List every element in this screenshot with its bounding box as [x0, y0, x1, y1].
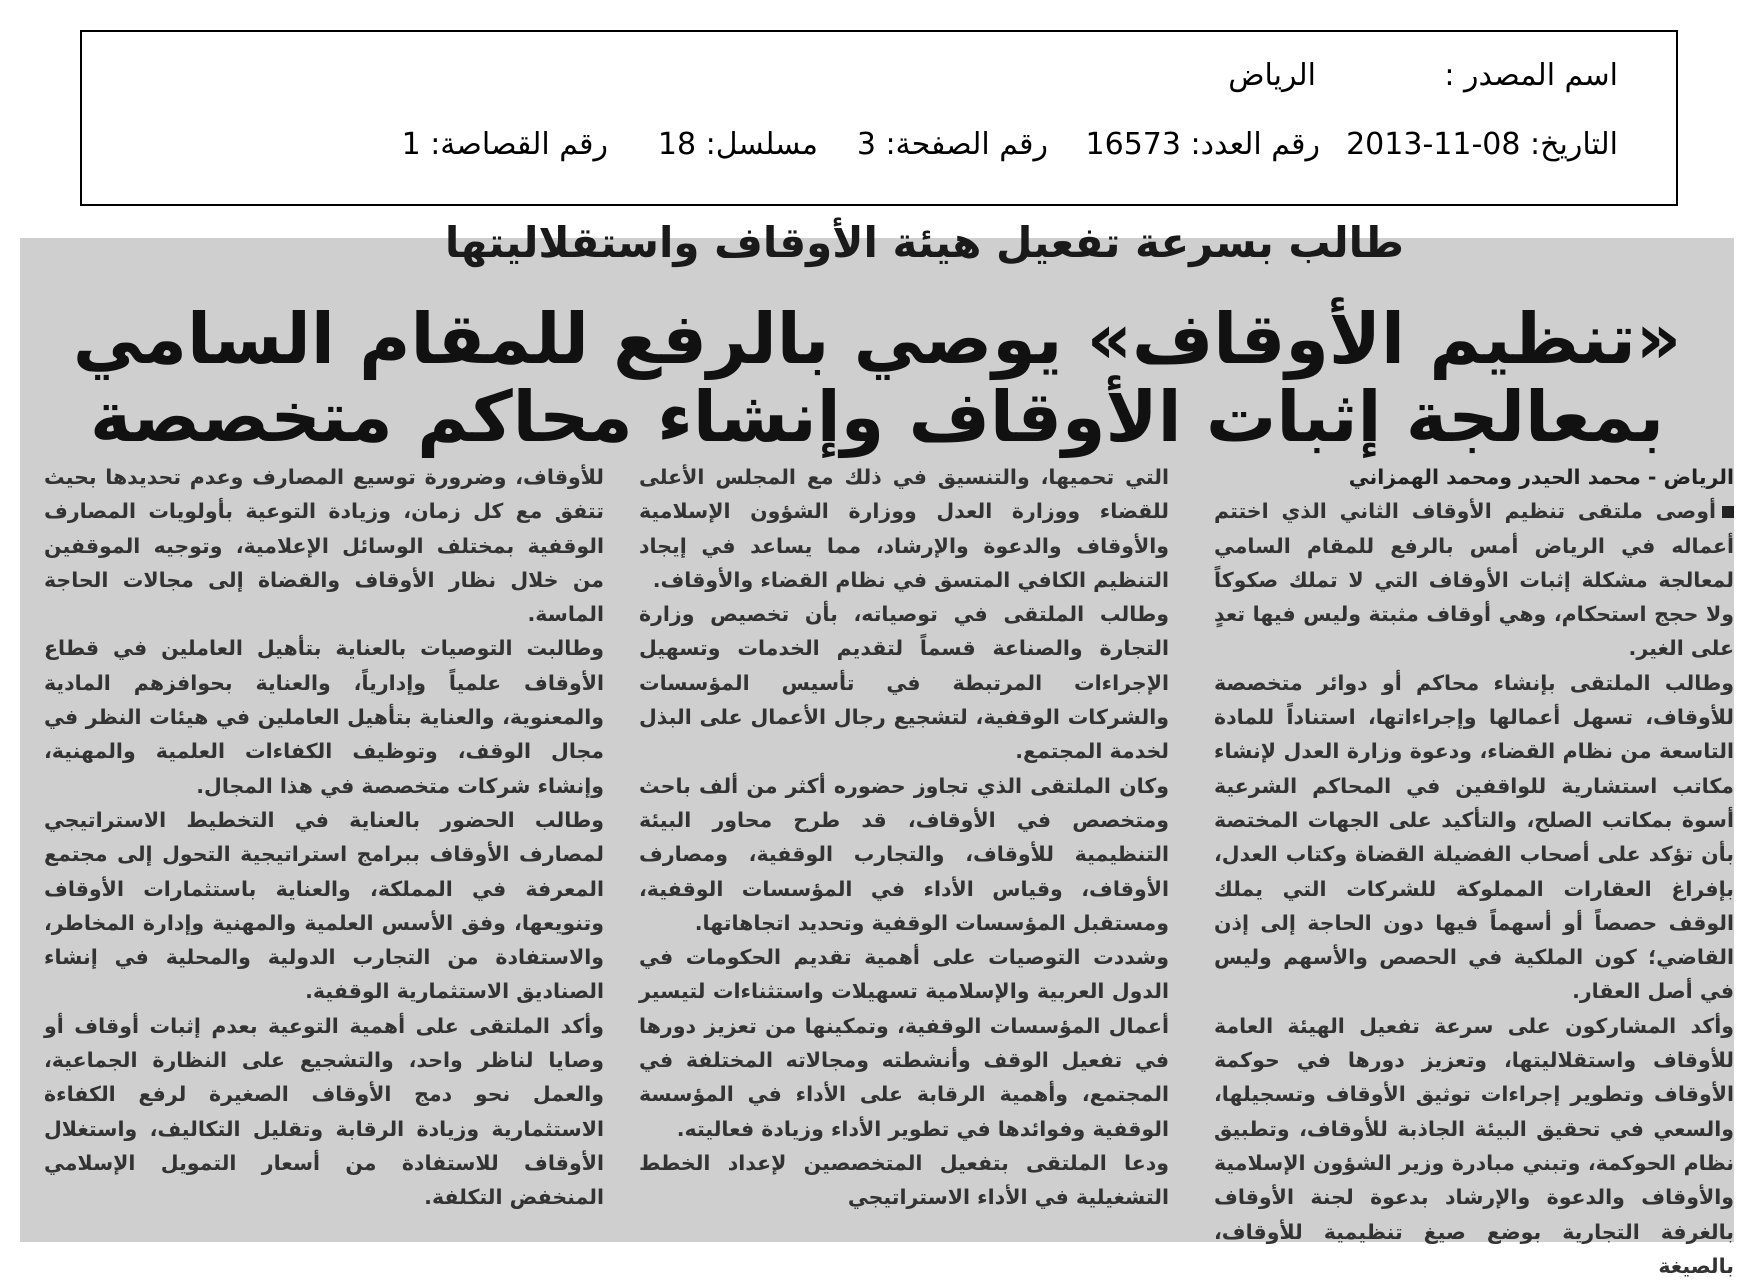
square-bullet-icon: [1722, 506, 1734, 518]
article-column-3: [44, 460, 604, 1242]
column-1-paragraph-1: أوصى ملتقى تنظيم الأوقاف الثاني الذي اختتم أعماله في الرياض أمس بالرفع للمقام السامي لمعالجة مشكلة إثبات الأوقاف التي لا تملك صكوكاً ولا حجج استحكام، وهي أوقاف مثبتة وليس فيها تعدٍ على الغير.: [1214, 499, 1734, 661]
article-kicker: طالب بسرعة تفعيل هيئة الأوقاف واستقلاليتها: [444, 218, 1404, 267]
source-label: اسم المصدر :: [1444, 58, 1618, 93]
issue-field: رقم العدد: 16573: [1085, 127, 1320, 162]
source-value: الرياض: [1228, 58, 1316, 93]
date-field: التاريخ: 08-11-2013: [1346, 127, 1618, 162]
article-column-2: [639, 460, 1169, 1242]
column-3-paragraph-1: للأوقاف، وضرورة توسيع المصارف وعدم تحديدها بحيث تتفق مع كل زمان، وزيادة التوعية بأولويات المصارف الوقفية بمختلف الوسائل الإعلامية، وتوجيه الموقفين من خلال نظار الأوقاف والقضاة إلى مجالات الحاجة الماسة.: [44, 465, 604, 627]
column-2-paragraph-2: وطالب الملتقى في توصياته، بأن تخصيص وزارة التجارة والصناعة قسماً لتقديم الخدمات وتسهيل الإجراءات المرتبطة في تأسيس المؤسسات والشركات الوقفية، لتشجيع رجال الأعمال على البذل لخدمة المجتمع.: [639, 602, 1169, 764]
clipping-metadata-box: [80, 30, 1678, 206]
metadata-row-source: [82, 58, 1618, 98]
column-3-paragraph-3: وطالب الحضور بالعناية في التخطيط الاستراتيجي لمصارف الأوقاف ببرامج استراتيجية التحول إلى مجتمع المعرفة في المملكة، والعناية باستثمارات الأوقاف وتنويعها، وفق الأسس العلمية والمهنية وإدارة المخاطر، والاستفادة من التجارب الدولية والمحلية في إنشاء الصناديق الاستثمارية الوقفية.: [44, 807, 604, 1004]
headline-line-1: «تنظيم الأوقاف» يوصي بالرفع للمقام السامي: [72, 298, 1682, 380]
serial-field: مسلسل: 18: [657, 127, 818, 162]
page-field: رقم الصفحة: 3: [856, 127, 1048, 162]
column-2-paragraph-1: التي تحميها، والتنسيق في ذلك مع المجلس الأعلى للقضاء ووزارة العدل ووزارة الشؤون الإسلامية والأوقاف والدعوة والإرشاد، مما يساعد في إيجاد التنظيم الكافي المتسق في نظام القضاء والأوقاف.: [639, 465, 1169, 592]
metadata-row-details: [82, 127, 1618, 167]
column-1-paragraph-2: وطالب الملتقى بإنشاء محاكم أو دوائر متخصصة للأوقاف، تسهل أعمالها وإجراءاتها، استناداً للمادة التاسعة من نظام القضاء، ودعوة وزارة العدل لإنشاء مكاتب استشارية للواقفين في المحاكم الشرعية أسوة بمكاتب الصلح، والتأكيد على الجهات المختصة بأن تؤكد على أصحاب الفضيلة القضاة وكتاب العدل، بإفراغ العقارات المملوكة للشركات التي يملك الوقف حصصاً أو أسهماً فيها دون الحاجة إلى إذن القاضي؛ كون الملكية في الحصص والأسهم وليس في أصل العقار.: [1214, 670, 1734, 1004]
article-byline: الرياض - محمد الحيدر ومحمد الهمزاني: [1348, 465, 1734, 489]
column-2-paragraph-5: ودعا الملتقى بتفعيل المتخصصين لإعداد الخطط التشغيلية في الأداء الاستراتيجي: [639, 1150, 1169, 1210]
column-3-paragraph-4: وأكد الملتقى على أهمية التوعية بعدم إثبات أوقاف أو وصايا لناظر واحد، والتشجيع على النظارة الجماعية، والعمل نحو دمج الأوقاف الصغيرة لرفع الكفاءة الاستثمارية وزيادة الرقابة وتقليل التكاليف، واستغلال الأوقاف للاستفادة من أسعار التمويل الإسلامي المنخفض التكلفة.: [44, 1013, 604, 1210]
column-3-paragraph-2: وطالبت التوصيات بالعناية بتأهيل العاملين في قطاع الأوقاف علمياً وإدارياً، والعناية بحوافزهم المادية والمعنوية، والعناية بتأهيل العاملين في هيئات النظر في مجال الوقف، وتوظيف الكفاءات العلمية والمهنية، وإنشاء شركات متخصصة في هذا المجال.: [44, 636, 604, 798]
headline-line-2: بمعالجة إثبات الأوقاف وإنشاء محاكم متخصصة: [89, 376, 1665, 458]
column-2-paragraph-4: وشددت التوصيات على أهمية تقديم الحكومات في الدول العربية والإسلامية تسهيلات واستثناءات لتيسير أعمال المؤسسات الوقفية، وتمكينها من تعزيز دورها في تفعيل الوقف وأنشطته ومجالاته المختلفة في المجتمع، وأهمية الرقابة على الأداء في المؤسسة الوقفية وفوائدها في تطوير الأداء وزيادة فعاليته.: [639, 945, 1169, 1141]
article-column-1: [1214, 460, 1734, 1278]
column-2-paragraph-3: وكان الملتقى الذي تجاوز حضوره أكثر من ألف باحث ومتخصص في الأوقاف، قد طرح محاور البيئة التنظيمية للأوقاف، والتجارب الوقفية، ومصارف الأوقاف، وقياس الأداء في المؤسسات الوقفية، ومستقبل المؤسسات الوقفية وتحديد اتجاهاتها.: [639, 773, 1169, 935]
newspaper-clipping: [20, 218, 1734, 1278]
clip-number-field: رقم القصاصة: 1: [401, 127, 608, 162]
column-1-paragraph-3: وأكد المشاركون على سرعة تفعيل الهيئة العامة للأوقاف واستقلاليتها، وتعزيز دورها في حوكمة الأوقاف وتطوير إجراءات توثيق الأوقاف وتسجيلها، والسعي في تحقيق البيئة الجاذبة للأوقاف، وتطبيق نظام الحوكمة، وتبني مبادرة وزير الشؤون الإسلامية والأوقاف والدعوة والإرشاد بدعوة لجنة الأوقاف بالغرفة التجارية بوضع صيغ تنظيمية للأوقاف، بالصيغة: [1214, 1013, 1734, 1278]
article-columns: [30, 460, 1734, 1278]
